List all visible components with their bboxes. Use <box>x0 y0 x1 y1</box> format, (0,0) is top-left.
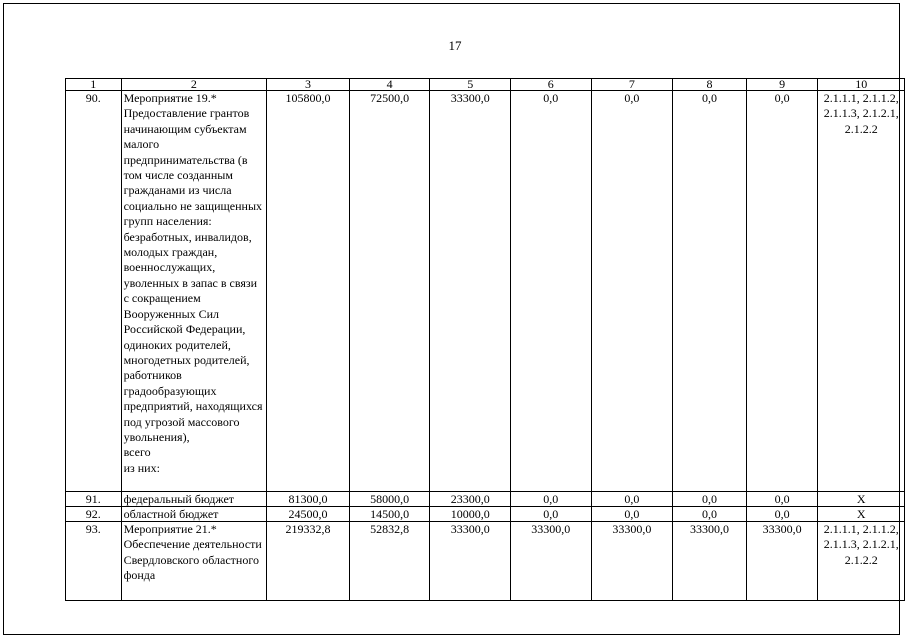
row-refs: 2.1.1.1, 2.1.1.2, 2.1.1.3, 2.1.2.1, 2.1.2.2 <box>818 522 905 601</box>
row-value: 0,0 <box>746 492 818 507</box>
row-value: 0,0 <box>511 91 592 492</box>
header-cell: 2 <box>121 79 267 91</box>
row-value: 72500,0 <box>349 91 430 492</box>
header-cell: 1 <box>66 79 122 91</box>
row-refs: X <box>818 507 905 522</box>
row-number: 90. <box>66 91 122 492</box>
row-value: 33300,0 <box>430 91 511 492</box>
header-cell: 7 <box>591 79 673 91</box>
row-value: 0,0 <box>591 507 673 522</box>
row-value: 23300,0 <box>430 492 511 507</box>
header-cell: 10 <box>818 79 905 91</box>
header-cell: 6 <box>511 79 592 91</box>
row-total: 81300,0 <box>267 492 350 507</box>
row-name: федеральный бюджет <box>121 492 267 507</box>
row-value: 58000,0 <box>349 492 430 507</box>
page-number: 17 <box>448 38 462 53</box>
row-value: 0,0 <box>673 91 747 492</box>
header-cell: 9 <box>746 79 818 91</box>
row-value: 10000,0 <box>430 507 511 522</box>
table-row <box>66 522 905 601</box>
row-value: 0,0 <box>673 492 747 507</box>
row-name: областной бюджет <box>121 507 267 522</box>
table-row <box>66 507 905 522</box>
row-refs: X <box>818 492 905 507</box>
row-number: 91. <box>66 492 122 507</box>
row-value: 33300,0 <box>746 522 818 601</box>
row-value: 0,0 <box>746 507 818 522</box>
row-value: 0,0 <box>511 492 592 507</box>
header-cell: 3 <box>267 79 350 91</box>
row-number: 92. <box>66 507 122 522</box>
row-value: 33300,0 <box>591 522 673 601</box>
table-header-row <box>66 79 905 91</box>
row-value: 14500,0 <box>349 507 430 522</box>
row-number: 93. <box>66 522 122 601</box>
row-value: 0,0 <box>591 492 673 507</box>
row-value: 0,0 <box>511 507 592 522</box>
row-value: 0,0 <box>591 91 673 492</box>
row-value: 33300,0 <box>511 522 592 601</box>
row-value: 33300,0 <box>673 522 747 601</box>
table-row <box>66 91 905 492</box>
header-cell: 4 <box>349 79 430 91</box>
budget-table <box>65 78 905 601</box>
row-value: 33300,0 <box>430 522 511 601</box>
row-total: 105800,0 <box>267 91 350 492</box>
row-value: 52832,8 <box>349 522 430 601</box>
row-total: 219332,8 <box>267 522 350 601</box>
row-name: Мероприятие 19.* Предоставление грантов начинающим субъектам малого предпринимательства (в том числе созданным гражданами из числа социально не защищенных групп населения: безработных, инвалидов, молодых граждан, военнослужащих, уволенных в запас в связи с сокращением Вооруженных Сил Российской Федерации, одиноких родителей, многодетных родителей, работников градообразующих предприятий, находящихся под угрозой массового увольнения), всего из них: <box>121 91 267 492</box>
header-cell: 8 <box>673 79 747 91</box>
row-value: 0,0 <box>673 507 747 522</box>
row-name: Мероприятие 21.* Обеспечение деятельности Свердловского областного фонда <box>121 522 267 601</box>
table-row <box>66 492 905 507</box>
row-value: 0,0 <box>746 91 818 492</box>
row-refs: 2.1.1.1, 2.1.1.2, 2.1.1.3, 2.1.2.1, 2.1.2.2 <box>818 91 905 492</box>
row-total: 24500,0 <box>267 507 350 522</box>
header-cell: 5 <box>430 79 511 91</box>
